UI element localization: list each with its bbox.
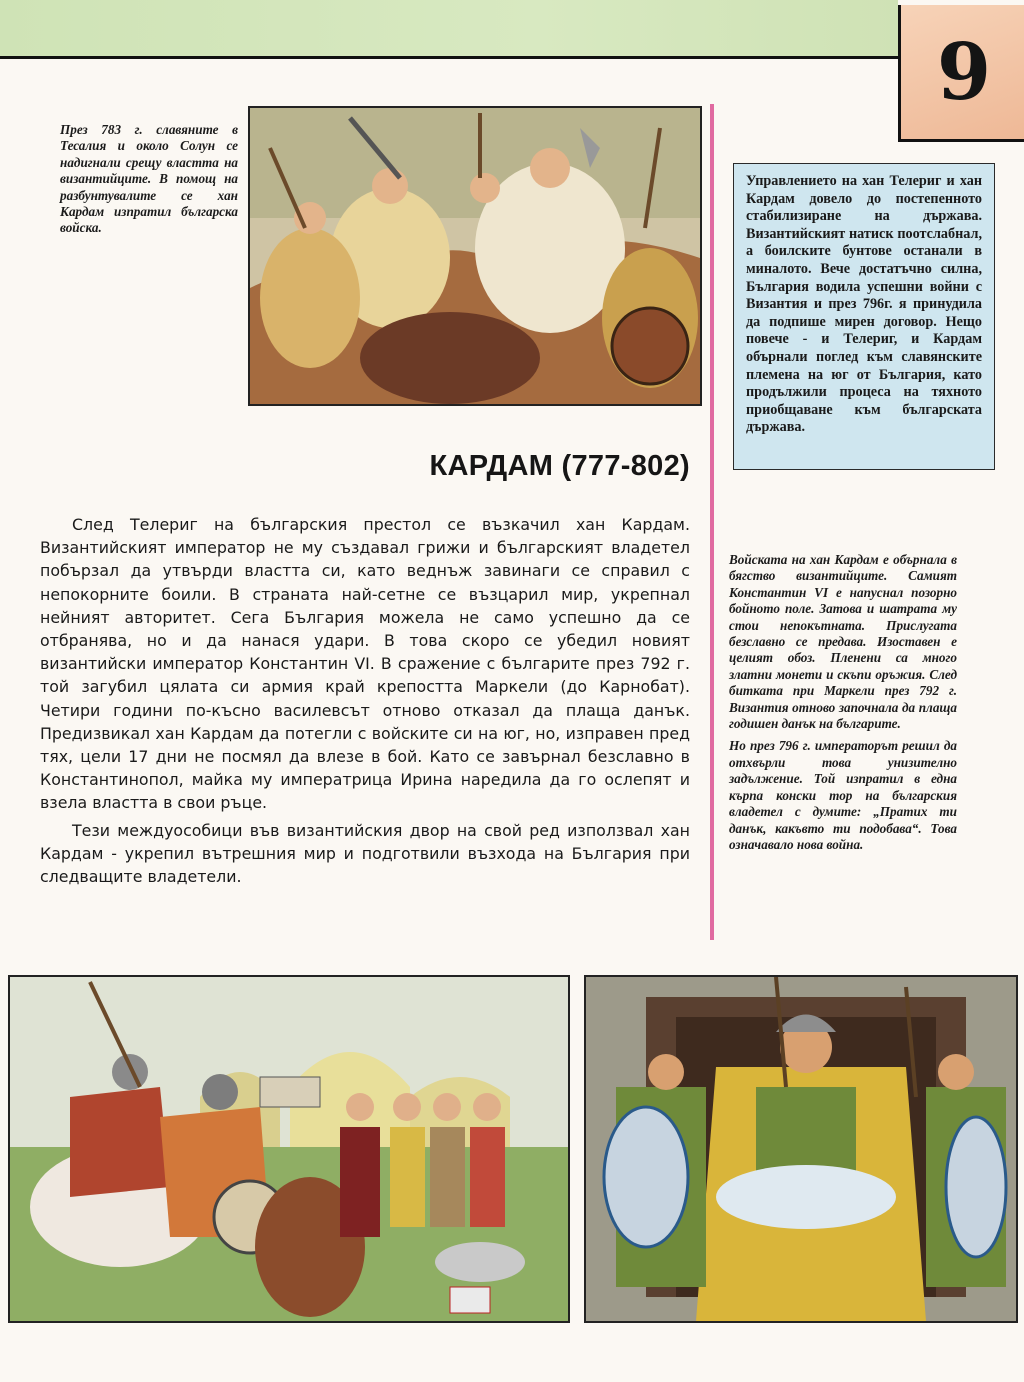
illustration-captured-camp: [8, 975, 570, 1323]
header-band: [0, 0, 898, 59]
info-box: Управлението на хан Телериг и хан Кардам довело до постепенното стабилизиране на държава. Византийският натиск поотслабнал, а боилските бунтове останали в миналото. Вече достатъчно силна, България водила успешни войни с Византия и през 796г. я принудила да подпише мирен договор. Нещо повече - и Телериг, и Кардам обърнали поглед към славянските племена на юг от България, като продължили процеса на тяхното приобщаване към българската държава.: [733, 163, 995, 470]
main-paragraph: След Телериг на българския престол се възкачил хан Кардам. Византийският император не му създавал грижи и българският владетел побързал да утвърди властта си, като веднъж завинаги се справил с непокорните боили. В страната най-сетне се възцарил мир, укрепнал нейният авторитет. Сега България можела не само успешно да се отбранява, но и да нанася удари. В това скоро се убедил новият византийски император Константин VI. В сражение с българите през 792 г. той загубил цялата си армия край крепостта Маркели (до Карнобат). Четири години по-късно василевсът отново отказал да плаща данък. Предизвикал хан Кардам да потегли с войските си на юг, но, изправен пред тях, цели 17 дни не посмял да влезе в бой. Като се завърнал безславно в Константинопол, майка му императрица Ирина наредила да го ослепят и взела властта в свои ръце.: [40, 515, 690, 813]
side-caption-paragraph: Войската на хан Кардам е обърнала в бягство византийците. Самият Константин VI е напуснал позорно бойното поле. Затова и шатрата му стои непокътната. Прислугата безславно се предава. Изоставен е целият обоз. Пленени са много златни монети и скъпи оръжия. След битката при Маркели през 792 г. Византия отново започнала да плаща годишен данък на българите.: [729, 552, 957, 732]
column-divider: [710, 104, 714, 940]
illustration-tribute-envoy: [584, 975, 1018, 1323]
side-caption-paragraph: Но през 796 г. императорът решил да отхвърли това унизително задължение. Той изпратил в една кърпа конски тор на българския владетел с думите: „Пратих ти данък, какъвто ти подобава“. Това означавало нова война.: [729, 738, 957, 852]
top-illustration-caption: През 783 г. славяните в Тесалия и около Солун се надигнали срещу властта на византийците. В помощ на разбунтувалите се хан Кардам изпратил българска войска.: [60, 122, 238, 236]
page-number-box: [898, 5, 1024, 142]
chapter-title: КАРДАМ (777-802): [429, 450, 690, 482]
main-paragraph: Тези междуособици във византийския двор на свой ред използвал хан Кардам - укрепил вътрешния мир и подготвили възхода на България при следващите владетели.: [40, 820, 690, 887]
page-number: 9: [936, 26, 992, 118]
main-text: [40, 513, 690, 892]
side-caption: [729, 552, 957, 853]
illustration-slav-uprising: [248, 106, 702, 406]
